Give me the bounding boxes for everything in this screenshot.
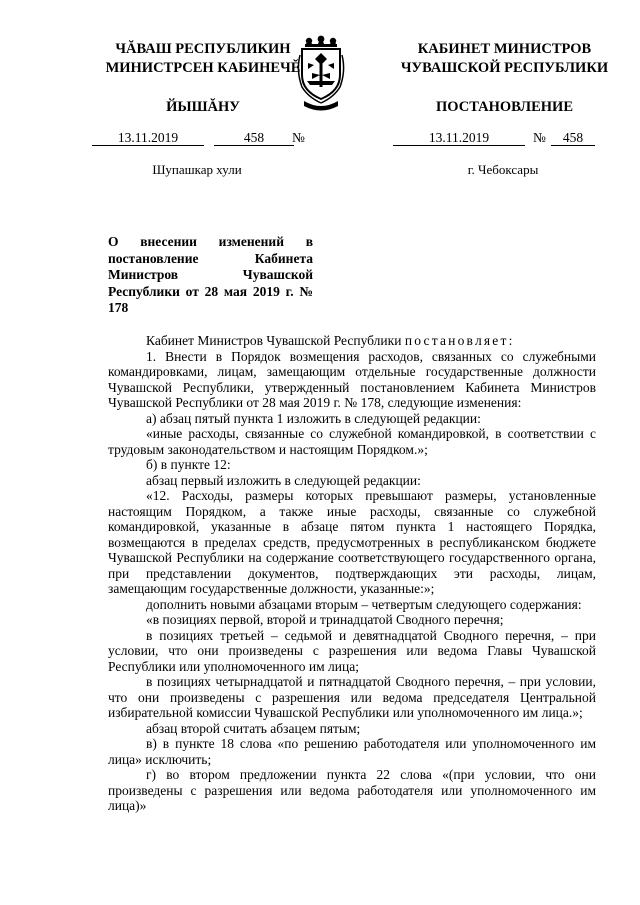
body-paragraph: г) во втором предложении пункта 22 слова «(при условии, что они произведены с разрешения или ведома работодателя или уполномоченного им лица)» [108,767,596,813]
header-left-line2: МИНИСТРСЕН КАБИНЕЧĔ [105,60,301,76]
body-paragraph: «в позициях первой, второй и тринадцатой Сводного перечня; [146,612,504,627]
document-subject: О внесении изменений в постановление Кабинета Министров Чувашской Республики от 28 мая 2019 г. № 178 [108,234,313,316]
left-city: Шупашкар хули [152,162,242,177]
right-number-line [393,130,608,146]
body-paragraph: в) в пункте 18 слова «по решению работодателя или уполномоченного им лица» исключить; [108,736,596,767]
left-number-symbol: № [292,130,305,145]
right-doc-date: 13.11.2019 [393,130,525,146]
header-left-org [88,40,318,78]
header-left-doc-type: ЙЫШĂНУ [166,99,240,115]
body-intro [108,333,596,349]
right-city: г. Чебоксары [467,162,539,177]
body-intro-resolves: постановляет: [404,333,515,348]
left-number-line [92,130,314,146]
body-paragraph: 1. Внести в Порядок возмещения расходов, связанных со служебными командировками, лицам, замещающим отдельные государственные должности Чувашской Республики, утвержденный постановлением Кабинета Министров Чувашской Республики от 28 мая 2019 г. № 178, следующие изменения: [108,348,596,410]
left-doc-date: 13.11.2019 [92,130,204,146]
body-paragraph: «иные расходы, связанные со служебной командировкой, в соответствии с трудовым законодательством и настоящим Порядком.»; [108,426,596,457]
header-right-line2: ЧУВАШСКОЙ РЕСПУБЛИКИ [400,60,609,76]
header-left-line1: ЧĂВАШ РЕСПУБЛИКИН [115,41,291,57]
coat-of-arms-icon [294,35,348,113]
body-paragraph: а) абзац пятый пункта 1 изложить в следующей редакции: [146,410,481,426]
right-number-symbol: № [533,130,546,145]
document-body [108,333,596,814]
body-paragraph: в позициях четырнадцатой и пятнадцатой Сводного перечня, – при условии, что они произведены с разрешения или ведома председателя Центральной избирательной комиссии Чувашской Республики или уполномоченного им лица.»; [108,674,596,720]
body-paragraph: б) в пункте 12: [146,457,231,472]
body-paragraph: абзац второй считать абзацем пятым; [146,720,361,736]
body-intro-prefix: Кабинет Министров Чувашской Республики [146,333,402,348]
header-right-line1: КАБИНЕТ МИНИСТРОВ [417,41,592,57]
right-doc-number: 458 [551,130,595,146]
body-paragraph: дополнить новыми абзацами вторым – четвертым следующего содержания: [146,596,582,612]
body-paragraph: абзац первый изложить в следующей редакции: [146,472,421,488]
header-right-doc-type: ПОСТАНОВЛЕНИЕ [435,99,573,115]
header-right-org [392,40,617,78]
left-doc-number: 458 [214,130,294,146]
body-paragraph: «12. Расходы, размеры которых превышают размеры, установленные настоящим Порядком, а также иные расходы, связанные со служебной командировкой, указанные в абзаце пятом пункта 1 настоящего Порядка, возмещаются в пределах средств, предусмотренных в республиканском бюджете Чувашской Республики на содержание соответствующего государственного органа, при представлении документов, подтверждающих эти расходы, лицам, замещающим государственные должности, указанные:»; [108,488,596,596]
body-paragraph: в позициях третьей – седьмой и девятнадцатой Сводного перечня, – при условии, что они произведены с разрешения или ведома Главы Чувашской Республики или уполномоченного им лица; [108,627,596,674]
